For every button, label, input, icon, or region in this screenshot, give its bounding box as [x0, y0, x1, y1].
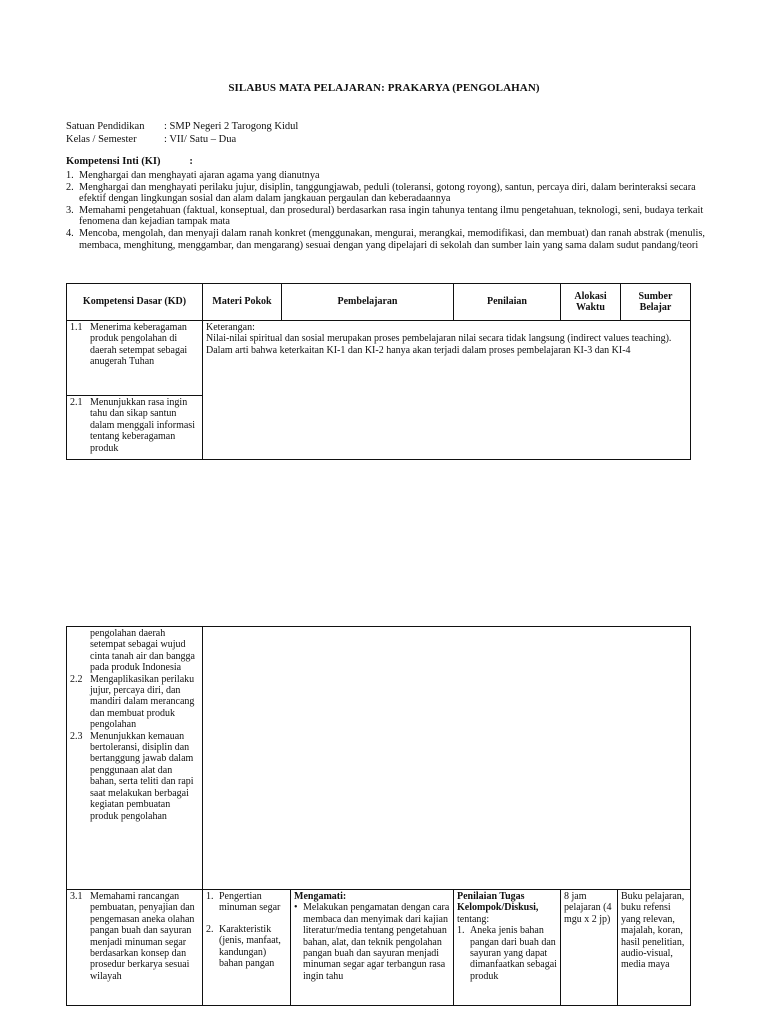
keterangan-label: Keterangan:: [206, 322, 255, 333]
identity-block: [66, 120, 298, 146]
kd-text: Memahami rancangan pembuatan, penyajian dan pengemasan aneka olahan pangan buah dan sayuran menjadi minuman segar berdasarkan konsep dan prosedur berkarya sesuai wilayah: [90, 891, 195, 982]
kd-number-blank: [70, 628, 90, 674]
header-sumber: Sumber Belajar: [621, 284, 691, 321]
meta-label: Kelas / Semester: [66, 134, 137, 145]
kd-cell: [67, 890, 203, 1006]
meta-value: : VII/ Satu – Dua: [164, 134, 237, 145]
meta-label: Satuan Pendidikan: [66, 121, 145, 132]
kd-cell: [67, 396, 203, 460]
header-penilaian: Penilaian: [454, 284, 561, 321]
penilaian-number: 1.: [457, 925, 465, 937]
ki-item: [66, 182, 706, 205]
kd-text: Menunjukkan kemauan bertoleransi, disiplin dan bertanggung jawab dalam penggunaan alat dan bahan, serta teliti dan rapi saat melakukan berbagai kegiatan pembuatan produk pengolahan: [90, 730, 194, 822]
ki-number: 4.: [66, 227, 74, 239]
kd-number: 2.2: [70, 673, 83, 685]
penilaian-tentang: tentang:: [457, 913, 490, 925]
materi-number: 1.: [206, 891, 214, 902]
kd-number: 3.1: [70, 891, 83, 902]
ki-text: Menghargai dan menghayati perilaku jujur, disiplin, tanggungjawab, peduli (toleransi, gotong royong), santun, percaya diri, dalam berinteraksi secara efektif dengan lingkungan sosial dan alam dalam jangkauan pergaulan dan keberadaannya: [79, 181, 696, 205]
sumber-cell: Buku pelajaran, buku refensi yang relevan, majalah, koran, hasil penelitian, audio-visual, media maya: [618, 890, 691, 1006]
header-materi: Materi Pokok: [203, 284, 282, 321]
meta-value: : SMP Negeri 2 Tarogong Kidul: [164, 121, 299, 132]
pembelajaran-text: Melakukan pengamatan dengan cara membaca dan menyimak dari kajian literatur/media tentang pengetahuan bahan, alat, dan teknik pengolahan pangan buah dan sayuran menjadi minuman segar agar terbangun rasa ingin tahu: [303, 902, 450, 982]
kd-text: Menerima keberagaman produk pengolahan di daerah setempat sebagai anugerah Tuhan: [90, 322, 188, 368]
kd-text: Menunjukkan rasa ingin tahu dan sikap santun dalam menggali informasi tentang keberagaman produk: [90, 397, 195, 454]
ki-text: Mencoba, mengolah, dan menyaji dalam ranah konkret (menggunakan, mengurai, merangkai, memodifikasi, dan membuat) dan ranah abstrak (menulis, membaca, menghitung, menggambar, dan mengarang) sesuai dengan yang dipelajari di sekolah dan sumber lain yang sama dalam sudut pandang/teori: [79, 227, 705, 251]
ki-item: [66, 228, 706, 251]
materi-item: [206, 924, 287, 970]
pembelajaran-item: [294, 902, 450, 982]
ki-text: Memahami pengetahuan (faktual, konseptual, dan prosedural) berdasarkan rasa ingin tahunya tentang ilmu pengetahuan, teknologi, seni, budaya terkait fenomena dan kejadian tampak mata: [79, 204, 704, 228]
materi-cell: [203, 890, 291, 1006]
kd-item: [70, 322, 199, 368]
kd-cell: [67, 627, 203, 890]
kd-item: [70, 628, 199, 674]
ki-item: [66, 170, 706, 182]
ki-list: [66, 170, 706, 251]
kd-item: [70, 397, 199, 454]
kd-cell: [67, 321, 203, 396]
kd-item: [70, 891, 199, 982]
kd-item: [70, 674, 199, 731]
page-title: SILABUS MATA PELAJARAN: PRAKARYA (PENGOLAHAN): [228, 82, 540, 94]
kd-number: 2.1: [70, 397, 83, 408]
kd-number: 2.3: [70, 730, 83, 742]
penilaian-cell: [454, 890, 561, 1006]
penilaian-item: [457, 925, 557, 982]
syllabus-table-continued: [66, 626, 691, 1006]
ki-item: [66, 205, 706, 228]
pembelajaran-cell: [291, 890, 454, 1006]
keterangan-cell: [203, 321, 691, 460]
ki-number: 3.: [66, 204, 74, 216]
penilaian-text: Aneka jenis bahan pangan dari buah dan sayuran yang dapat dimanfaatkan sebagai produk: [470, 925, 557, 982]
kd-number: 1.1: [70, 322, 83, 333]
meta-row-kelas: [66, 133, 298, 146]
header-pembelajaran: Pembelajaran: [282, 284, 454, 321]
alokasi-cell: 8 jam pelajaran (4 mgu x 2 jp): [561, 890, 618, 1006]
header-kd: Kompetensi Dasar (KD): [67, 284, 203, 321]
ki-heading: Kompetensi Inti (KI) :: [66, 156, 193, 167]
kd-text: pengolahan daerah setempat sebagai wujud cinta tanah air dan bangga pada produk Indonesia: [90, 628, 195, 674]
ki-number: 1.: [66, 170, 74, 181]
materi-item: [206, 891, 287, 914]
empty-cell: [203, 627, 691, 890]
syllabus-table: [66, 283, 691, 460]
ki-number: 2.: [66, 181, 74, 193]
bullet-icon: •: [294, 902, 298, 914]
keterangan-text: Nilai-nilai spiritual dan sosial merupakan proses pembelajaran nilai secara tidak langsung (indirect values teaching). Dalam arti bahwa keterkaitan KI-1 dan KI-2 hanya akan terjadi dalam proses pembelajaran KI-3 dan KI-4: [206, 333, 672, 356]
materi-text: Pengertian minuman segar: [219, 891, 281, 914]
pembelajaran-heading: Mengamati:: [294, 891, 347, 902]
penilaian-heading: Penilaian Tugas Kelompok/Diskusi,: [457, 891, 539, 914]
materi-number: 2.: [206, 923, 214, 935]
header-alokasi: Alokasi Waktu: [561, 284, 621, 321]
materi-text: Karakteristik (jenis, manfaat, kandungan) bahan pangan: [219, 923, 281, 970]
kd-item: [70, 731, 199, 822]
kd-text: Mengaplikasikan perilaku jujur, percaya diri, dan mandiri dalam merancang dan membuat produk pengolahan: [90, 673, 195, 731]
meta-row-satuan: [66, 120, 298, 133]
ki-text: Menghargai dan menghayati ajaran agama yang dianutnya: [79, 170, 320, 181]
